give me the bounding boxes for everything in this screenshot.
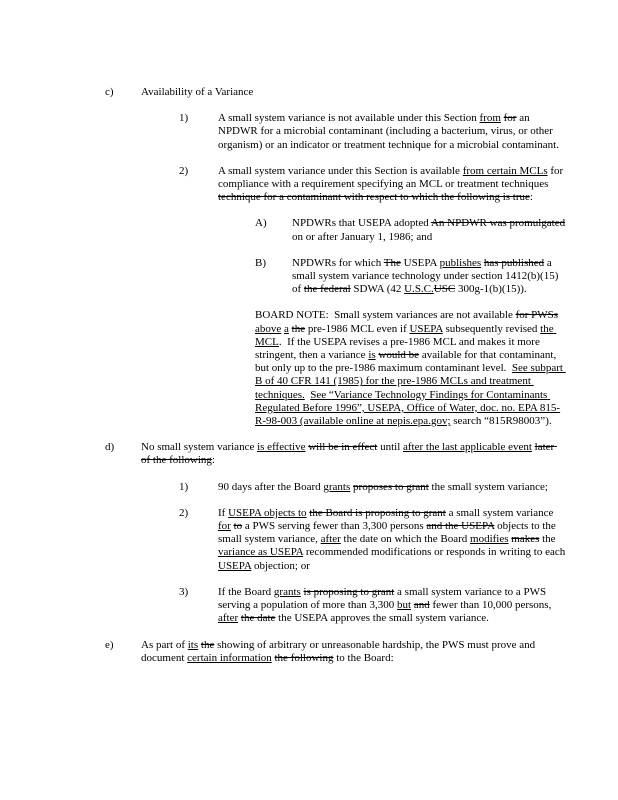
item-text-d-2 [218, 507, 566, 573]
plain-text: showing of arbitrary or unreasonable hardship, the PWS must prove and document [141, 638, 538, 664]
doc-item-d-1 [179, 481, 566, 494]
plain-text: 90 days after the Board [218, 480, 324, 493]
plain-text: the date on which the Board [340, 533, 471, 546]
doc-item-d [105, 441, 566, 467]
doc-item-c [105, 86, 566, 99]
inserted-text: variance as USEPA [218, 546, 304, 559]
deleted-text: An NPDWR was promulgated [430, 217, 566, 230]
deleted-text: and [413, 599, 430, 612]
deleted-text: the [291, 322, 306, 335]
deleted-text: for PWSs [515, 309, 559, 322]
inserted-text: its [187, 638, 199, 651]
item-label-c-1: 1) [179, 112, 189, 125]
inserted-text: is [368, 349, 376, 362]
deleted-text: USC [433, 283, 456, 296]
inserted-text: certain information [187, 651, 272, 664]
deleted-text: and the USEPA [426, 520, 495, 533]
plain-text: objection; or [251, 559, 310, 572]
plain-text: : [211, 454, 215, 467]
item-text-c-1 [218, 112, 566, 152]
item-label-d-3: 3) [179, 585, 189, 598]
plain-text: available for that contaminant, but only up to the pre-1986 maximum contaminant level. [255, 349, 559, 375]
doc-item-c-2 [179, 165, 566, 205]
plain-text: the USEPA approves the small system variance. [275, 612, 489, 625]
plain-text: A small system variance is not available under this Section [218, 112, 480, 125]
inserted-text: from [479, 112, 501, 125]
plain-text [558, 309, 561, 321]
doc-item-board-note [255, 309, 566, 428]
item-text-c-2 [218, 165, 566, 205]
plain-text: As part of [141, 638, 188, 651]
plain-text: a small system variance [445, 506, 557, 519]
plain-text: SDWA (42 [350, 283, 405, 296]
deleted-text: The [383, 256, 401, 269]
deleted-text: the federal [303, 283, 351, 296]
item-text-board-note [255, 309, 566, 428]
plain-text: BOARD NOTE: Small system variances are not available [255, 309, 516, 322]
deleted-text: has published [483, 256, 545, 269]
inserted-text: USEPA [218, 559, 252, 572]
deleted-text: technique for a contaminant with respect to which the following is true [218, 191, 530, 204]
inserted-text: publishes [439, 256, 482, 269]
deleted-text: the Board is proposing to grant [309, 506, 446, 519]
plain-text: pre-1986 MCL even if [305, 322, 410, 335]
plain-text: a small system variance technology under section 1412(b)(15) of [292, 256, 562, 296]
doc-item-c-2-A [255, 217, 566, 243]
plain-text: : [529, 191, 533, 204]
item-label-e: e) [105, 638, 114, 651]
deleted-text: the [200, 638, 215, 651]
item-label-d-1: 1) [179, 480, 189, 493]
deleted-text: proposes to grant [353, 480, 429, 493]
plain-text: the small system variance; [428, 480, 548, 493]
plain-text: on or after January 1, 1986; and [292, 217, 568, 243]
item-text-d [141, 441, 566, 467]
plain-text: If [218, 506, 229, 519]
item-text-c-2-A [292, 217, 566, 243]
inserted-text: from certain MCLs [462, 164, 548, 177]
inserted-text: after [218, 612, 239, 625]
inserted-text: for [218, 520, 231, 533]
doc-item-d-2 [179, 507, 566, 573]
item-text-e [141, 639, 566, 665]
doc-item-e [105, 639, 566, 665]
deleted-text: is proposing to grant [303, 585, 395, 598]
item-label-d-2: 2) [179, 506, 189, 519]
plain-text: recommended modifications or responds in writing to each [303, 546, 568, 559]
item-text-d-3 [218, 586, 566, 626]
inserted-text: is effective [257, 441, 306, 454]
plain-text: No small system variance [141, 441, 258, 454]
inserted-text: above [255, 322, 282, 335]
item-text-d-1 [218, 481, 566, 494]
item-label-c-2: 2) [179, 164, 189, 177]
plain-text: A small system variance under this Section is available [218, 164, 463, 177]
item-text-c-2-B [292, 257, 566, 297]
inserted-text: See “Variance Technology Findings for Contaminants Regulated Before 1996”, USEPA, Office of Water, doc. no. EPA 815-R-98-003 (available online at nepis.epa.gov; [255, 388, 561, 428]
deleted-text: would be [378, 349, 420, 362]
deleted-text: the date [240, 612, 276, 625]
item-label-c-2-A: A) [255, 217, 267, 230]
plain-text: a PWS serving fewer than 3,300 persons [242, 520, 427, 533]
item-text-c [141, 86, 566, 99]
inserted-text: after the last applicable event [403, 441, 532, 454]
inserted-text: U.S.C. [404, 283, 434, 296]
plain-text: NPDWRs that USEPA adopted [292, 217, 431, 230]
inserted-text: after [320, 533, 341, 546]
plain-text: fewer than 10,000 persons, [429, 599, 555, 612]
plain-text: NPDWRs for which [292, 256, 384, 269]
plain-text: objects to the small system variance, [218, 520, 559, 546]
doc-item-c-2-B [255, 257, 566, 297]
plain-text: . If the USEPA revises a pre-1986 MCL and makes it more stringent, then a variance [255, 335, 543, 362]
deleted-text: to [233, 520, 243, 533]
plain-text: the [539, 533, 559, 546]
inserted-text: See subpart B of 40 CFR 141 (1985) for the pre-1986 MCLs and treatment techniques. [255, 362, 566, 401]
plain-text: If the Board [218, 585, 274, 598]
plain-text: subsequently revised [442, 322, 541, 335]
document-body [105, 86, 566, 665]
inserted-text: the MCL [255, 322, 557, 348]
plain-text: a small system variance to a PWS serving a population of more than 3,300 [218, 585, 549, 612]
item-label-d: d) [105, 441, 115, 454]
deleted-text: later of the following [141, 441, 557, 467]
inserted-text: a [284, 322, 289, 335]
plain-text: to the Board: [333, 651, 394, 664]
plain-text: an NPDWR for a microbial contaminant (including a bacterium, virus, or other organism) or an indicator or treatment technique for a microbial contaminant. [218, 112, 559, 151]
deleted-text: will be in effect [308, 441, 378, 454]
inserted-text: but [397, 599, 412, 612]
doc-item-d-3 [179, 586, 566, 626]
deleted-text: for [503, 112, 517, 125]
plain-text: for compliance with a requirement specifying an MCL or treatment techniques [218, 164, 566, 191]
inserted-text: modifies [470, 533, 509, 546]
plain-text: USEPA [400, 256, 440, 269]
plain-text: Availability of a Variance [141, 86, 254, 98]
doc-item-c-1 [179, 112, 566, 152]
plain-text: search “815R98003”). [450, 415, 552, 428]
plain-text: until [377, 441, 404, 454]
item-label-c: c) [105, 86, 114, 98]
deleted-text: makes [511, 533, 540, 546]
inserted-text: grants [273, 585, 301, 598]
deleted-text: the following [274, 651, 334, 664]
inserted-text: USEPA [409, 322, 443, 335]
plain-text: 300g-1(b)(15)). [455, 283, 527, 296]
inserted-text: grants [323, 480, 351, 493]
inserted-text: USEPA objects to [228, 506, 307, 519]
item-label-c-2-B: B) [255, 256, 266, 269]
